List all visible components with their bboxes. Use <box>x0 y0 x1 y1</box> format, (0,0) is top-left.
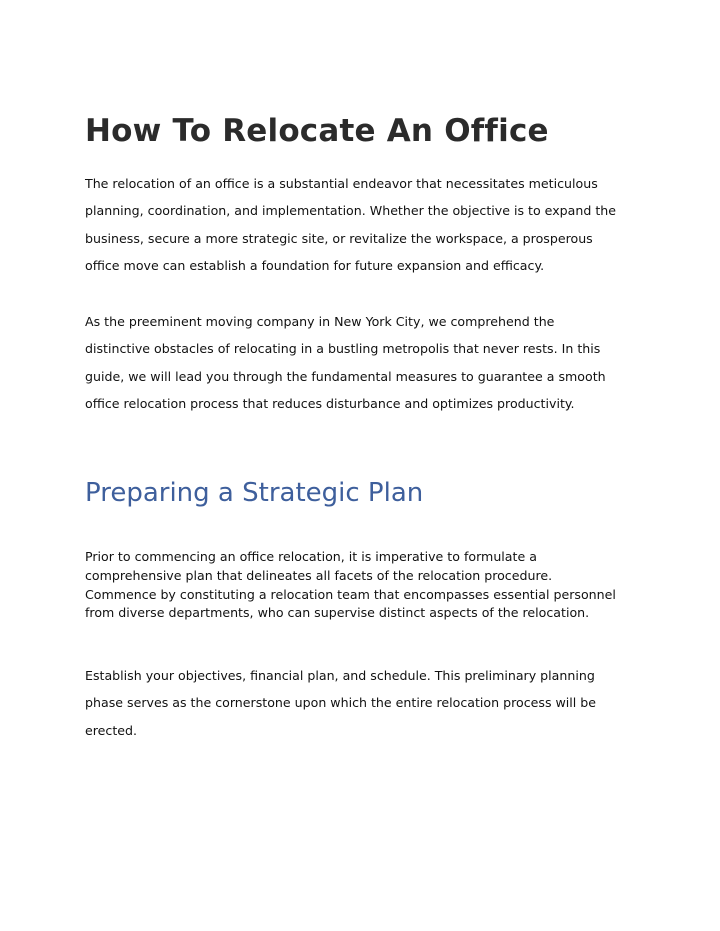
paragraph-line: comprehensive plan that delineates all facets of the relocation procedure. <box>85 567 553 583</box>
section-paragraph-1 <box>85 548 645 623</box>
intro-paragraph-2 <box>85 308 645 417</box>
paragraph-line: Commence by constituting a relocation team that encompasses essential personnel <box>85 586 616 602</box>
page-title: How To Relocate An Office <box>85 113 549 149</box>
paragraph-line: Prior to commencing an office relocation, it is imperative to formulate a <box>85 549 537 564</box>
paragraph-line: erected. <box>85 722 138 738</box>
section-heading: Preparing a Strategic Plan <box>85 478 424 508</box>
paragraph-line: business, secure a more strategic site, or revitalize the workspace, a prosperous <box>85 230 593 246</box>
paragraph-line: phase serves as the cornerstone upon which the entire relocation process will be <box>85 695 597 711</box>
paragraph-line: distinctive obstacles of relocating in a bustling metropolis that never rests. In this <box>85 341 601 357</box>
paragraph-line: As the preeminent moving company in New York City, we comprehend the <box>85 314 555 329</box>
paragraph-line: Establish your objectives, financial plan, and schedule. This preliminary planning <box>85 668 595 683</box>
intro-paragraph-1 <box>85 170 645 279</box>
paragraph-line: from diverse departments, who can supervise distinct aspects of the relocation. <box>85 605 590 621</box>
paragraph-line: office relocation process that reduces disturbance and optimizes productivity. <box>85 395 575 411</box>
section-paragraph-2 <box>85 662 645 744</box>
paragraph-line: office move can establish a foundation for future expansion and efficacy. <box>85 257 545 273</box>
paragraph-line: planning, coordination, and implementation. Whether the objective is to expand the <box>85 203 617 219</box>
paragraph-line: The relocation of an office is a substantial endeavor that necessitates meticulous <box>85 176 598 191</box>
paragraph-line: guide, we will lead you through the fundamental measures to guarantee a smooth <box>85 368 606 384</box>
